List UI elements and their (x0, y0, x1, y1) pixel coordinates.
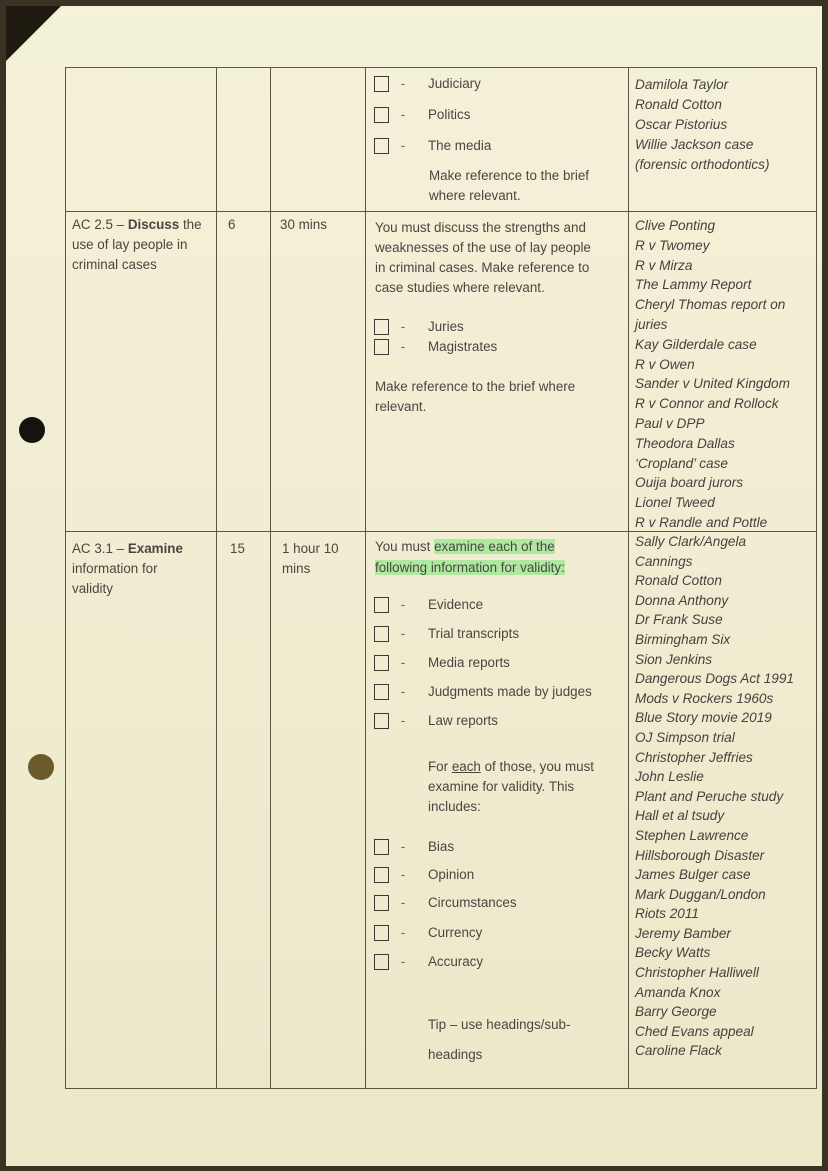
case-item: Paul v DPP (635, 415, 705, 431)
assessment-table (65, 67, 817, 1089)
checkbox-label: Accuracy (428, 954, 484, 969)
case-item: Christopher Halliwell (635, 965, 759, 981)
checkbox-item[interactable]: - Bias (374, 837, 454, 857)
punch-hole-top (19, 417, 45, 443)
checkbox-label: Juries (428, 319, 464, 334)
highlighted-text: following information for validity: (375, 560, 565, 575)
case-item: Mods v Rockers 1960s (635, 690, 774, 706)
checkbox-label: Circumstances (428, 895, 517, 910)
case-item: Amanda Knox (635, 984, 721, 1000)
column-divider (365, 68, 366, 1088)
case-item: Barry George (635, 1004, 717, 1020)
column-divider (628, 68, 629, 1088)
checkbox[interactable] (374, 138, 389, 154)
case-item: Blue Story movie 2019 (635, 710, 772, 726)
checkbox-item[interactable]: - Judiciary (374, 74, 481, 94)
checkbox[interactable] (374, 713, 389, 729)
checkbox-item[interactable]: - Currency (374, 923, 482, 943)
checkbox-label: Magistrates (428, 339, 498, 354)
checkbox-item[interactable]: - Accuracy (374, 952, 483, 972)
case-list (635, 216, 790, 533)
time-value: 1 hour 10 mins (282, 541, 339, 576)
scan-corner-shadow (6, 6, 61, 61)
case-item: R v Connor and Rollock (635, 396, 779, 412)
case-item: Clive Ponting (635, 218, 716, 233)
highlighted-text: examine each of the (434, 539, 555, 554)
checkbox[interactable] (374, 895, 389, 911)
checkbox[interactable] (374, 684, 389, 700)
case-item: Birmingham Six (635, 631, 731, 647)
checkbox[interactable] (374, 626, 389, 642)
case-item: Sander v United Kingdom (635, 376, 790, 392)
checkbox-item[interactable]: - Juries (374, 317, 464, 337)
ac-3-1-criterion: AC 3.1 – Examine information for validity (72, 541, 183, 596)
checkbox-item[interactable]: - Circumstances (374, 893, 517, 913)
case-item: Plant and Peruche study (635, 788, 784, 804)
checkbox[interactable] (374, 597, 389, 613)
case-item: OJ Simpson trial (635, 729, 735, 745)
case-item: R v Owen (635, 356, 695, 372)
case-item: Theodora Dallas (635, 435, 735, 451)
case-item: Willie Jackson case (635, 137, 754, 152)
checkbox-label: Judgments made by judges (428, 684, 592, 699)
checkbox-label: Bias (428, 839, 455, 854)
ac-2-5-criterion: AC 2.5 – Discuss the use of lay people in criminal cases (72, 217, 202, 272)
checkbox-item[interactable]: - Opinion (374, 865, 474, 885)
checkbox[interactable] (374, 867, 389, 883)
punch-hole-bottom (28, 754, 54, 780)
paper-page (6, 6, 822, 1166)
case-item: (forensic orthodontics) (635, 157, 770, 172)
case-list (635, 75, 769, 175)
case-item: Ronald Cotton (635, 573, 722, 589)
case-item: Caroline Flack (635, 1043, 722, 1059)
tip-note: Tip – use headings/sub- headings (428, 1017, 571, 1062)
case-item: R v Mirza (635, 257, 693, 273)
case-list (635, 532, 794, 1061)
checkbox-label: Politics (428, 107, 471, 122)
checkbox[interactable] (374, 954, 389, 970)
checkbox-label: Law reports (428, 713, 498, 728)
case-item: Christopher Jeffries (635, 749, 753, 765)
case-item: Jeremy Bamber (635, 925, 731, 941)
case-item: Dr Frank Suse (635, 612, 723, 628)
case-item: Cannings (635, 553, 693, 569)
case-item: Sally Clark/Angela (635, 534, 747, 549)
case-item: Ouija board jurors (635, 475, 744, 491)
checkbox[interactable] (374, 339, 389, 355)
case-item: R v Twomey (635, 237, 710, 253)
checkbox-item[interactable]: - Magistrates (374, 337, 497, 357)
case-item: juries (635, 316, 668, 332)
case-item: Mark Duggan/London (635, 886, 766, 902)
case-item: Sion Jenkins (635, 651, 713, 667)
column-divider (216, 68, 217, 1088)
case-item: Donna Anthony (635, 592, 729, 608)
checkbox-item[interactable]: - Trial transcripts (374, 624, 519, 644)
validity-instructions: For each of those, you must examine for validity. This includes: (428, 759, 594, 814)
case-item: Stephen Lawrence (635, 827, 749, 843)
marks-value: 6 (228, 217, 236, 232)
case-item: John Leslie (635, 769, 704, 785)
checkbox-item[interactable]: - Evidence (374, 595, 483, 615)
checkbox-item[interactable]: - Media reports (374, 653, 510, 673)
task-description: You must discuss the strengths and weaknesses of the use of lay people in criminal cases. Make reference to case studies where relevant. (375, 220, 591, 295)
checkbox[interactable] (374, 319, 389, 335)
case-item: Hillsborough Disaster (635, 847, 765, 863)
case-item: Hall et al tsudy (635, 808, 725, 824)
column-divider (270, 68, 271, 1088)
time-value: 30 mins (280, 217, 327, 232)
checkbox-item[interactable]: - Politics (374, 105, 470, 125)
checkbox-label: Opinion (428, 867, 475, 882)
case-item: R v Randle and Pottle (635, 514, 768, 530)
case-item: Becky Watts (635, 945, 711, 961)
case-item: Riots 2011 (635, 906, 699, 922)
case-item: Ched Evans appeal (635, 1023, 754, 1039)
checkbox[interactable] (374, 839, 389, 855)
brief-note: Make reference to the brief where relevant. (375, 379, 576, 414)
checkbox-item[interactable]: - Judgments made by judges (374, 682, 592, 702)
case-item: Oscar Pistorius (635, 117, 728, 132)
checkbox-label: Media reports (428, 655, 510, 670)
brief-note: Make reference to the brief where relevant. (429, 168, 590, 203)
checkbox-label: The media (428, 138, 492, 153)
checkbox-label: Judiciary (428, 76, 481, 91)
checkbox-label: Trial transcripts (428, 626, 520, 641)
checkbox[interactable] (374, 655, 389, 671)
case-item: ‘Cropland’ case (635, 455, 728, 471)
checkbox-label: Evidence (428, 597, 484, 612)
case-item: Kay Gilderdale case (635, 336, 757, 352)
task-description: You must examine each of the following information for validity: (375, 539, 565, 575)
checkbox-label: Currency (428, 925, 483, 940)
checkbox-item[interactable]: - Law reports (374, 711, 498, 731)
case-item: Lionel Tweed (635, 495, 715, 511)
case-item: The Lammy Report (635, 277, 752, 293)
case-item: Ronald Cotton (635, 97, 722, 112)
case-item: James Bulger case (635, 867, 751, 883)
checkbox[interactable] (374, 107, 389, 123)
case-item: Cheryl Thomas report on (635, 297, 786, 313)
row-divider (66, 211, 816, 212)
case-item: Dangerous Dogs Act 1991 (635, 671, 794, 687)
checkbox-item[interactable]: - The media (374, 136, 491, 156)
marks-value: 15 (230, 541, 245, 556)
checkbox[interactable] (374, 76, 389, 92)
case-item: Damilola Taylor (635, 77, 729, 92)
checkbox[interactable] (374, 925, 389, 941)
